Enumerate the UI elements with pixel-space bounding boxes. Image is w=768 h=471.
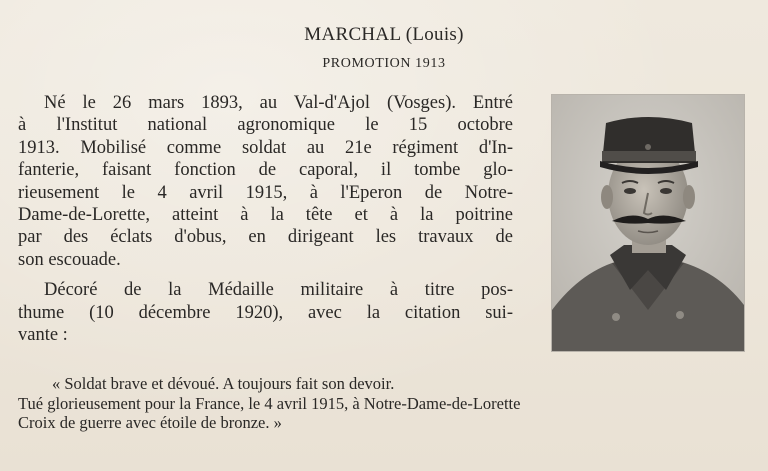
text-line: vante : <box>18 325 68 346</box>
paragraph-1 <box>18 92 513 271</box>
text-line: à l'Institut national agronomique le 15 octobre <box>18 115 513 136</box>
paragraph-2 <box>18 279 513 346</box>
text-line: par des éclats d'obus, en dirigeant les travaux de <box>18 227 513 248</box>
page-title: MARCHAL (Louis) <box>304 24 464 45</box>
citation-line: Tué glorieusement pour la France, le 4 avril 1915, à Notre-Dame-de-Lorette <box>18 393 521 413</box>
text-line: son escouade. <box>18 249 121 270</box>
text-line: Décoré de la Médaille militaire à titre pos- <box>44 280 513 301</box>
text-line: fanterie, faisant fonction de caporal, il tombe glo- <box>18 160 513 181</box>
text-line: rieusement le 4 avril 1915, à l'Eperon de Notre- <box>18 182 513 203</box>
text-line: 1913. Mobilisé comme soldat au 21e régiment d'In- <box>18 137 513 158</box>
portrait-photo <box>551 94 745 352</box>
citation-quote <box>18 374 738 433</box>
citation-line: Croix de guerre avec étoile de bronze. » <box>18 413 282 432</box>
page-subtitle: PROMOTION 1913 <box>322 56 446 71</box>
portrait-photo-icon <box>552 95 744 351</box>
text-line: Né le 26 mars 1893, au Val-d'Ajol (Vosges). Entré <box>44 93 513 113</box>
biography-text <box>18 92 513 346</box>
text-line: thume (10 décembre 1920), avec la citation sui- <box>18 302 513 323</box>
text-line: Dame-de-Lorette, atteint à la tête et à la poitrine <box>18 205 513 226</box>
citation-line: « Soldat brave et dévoué. A toujours fait son devoir. <box>52 374 395 393</box>
